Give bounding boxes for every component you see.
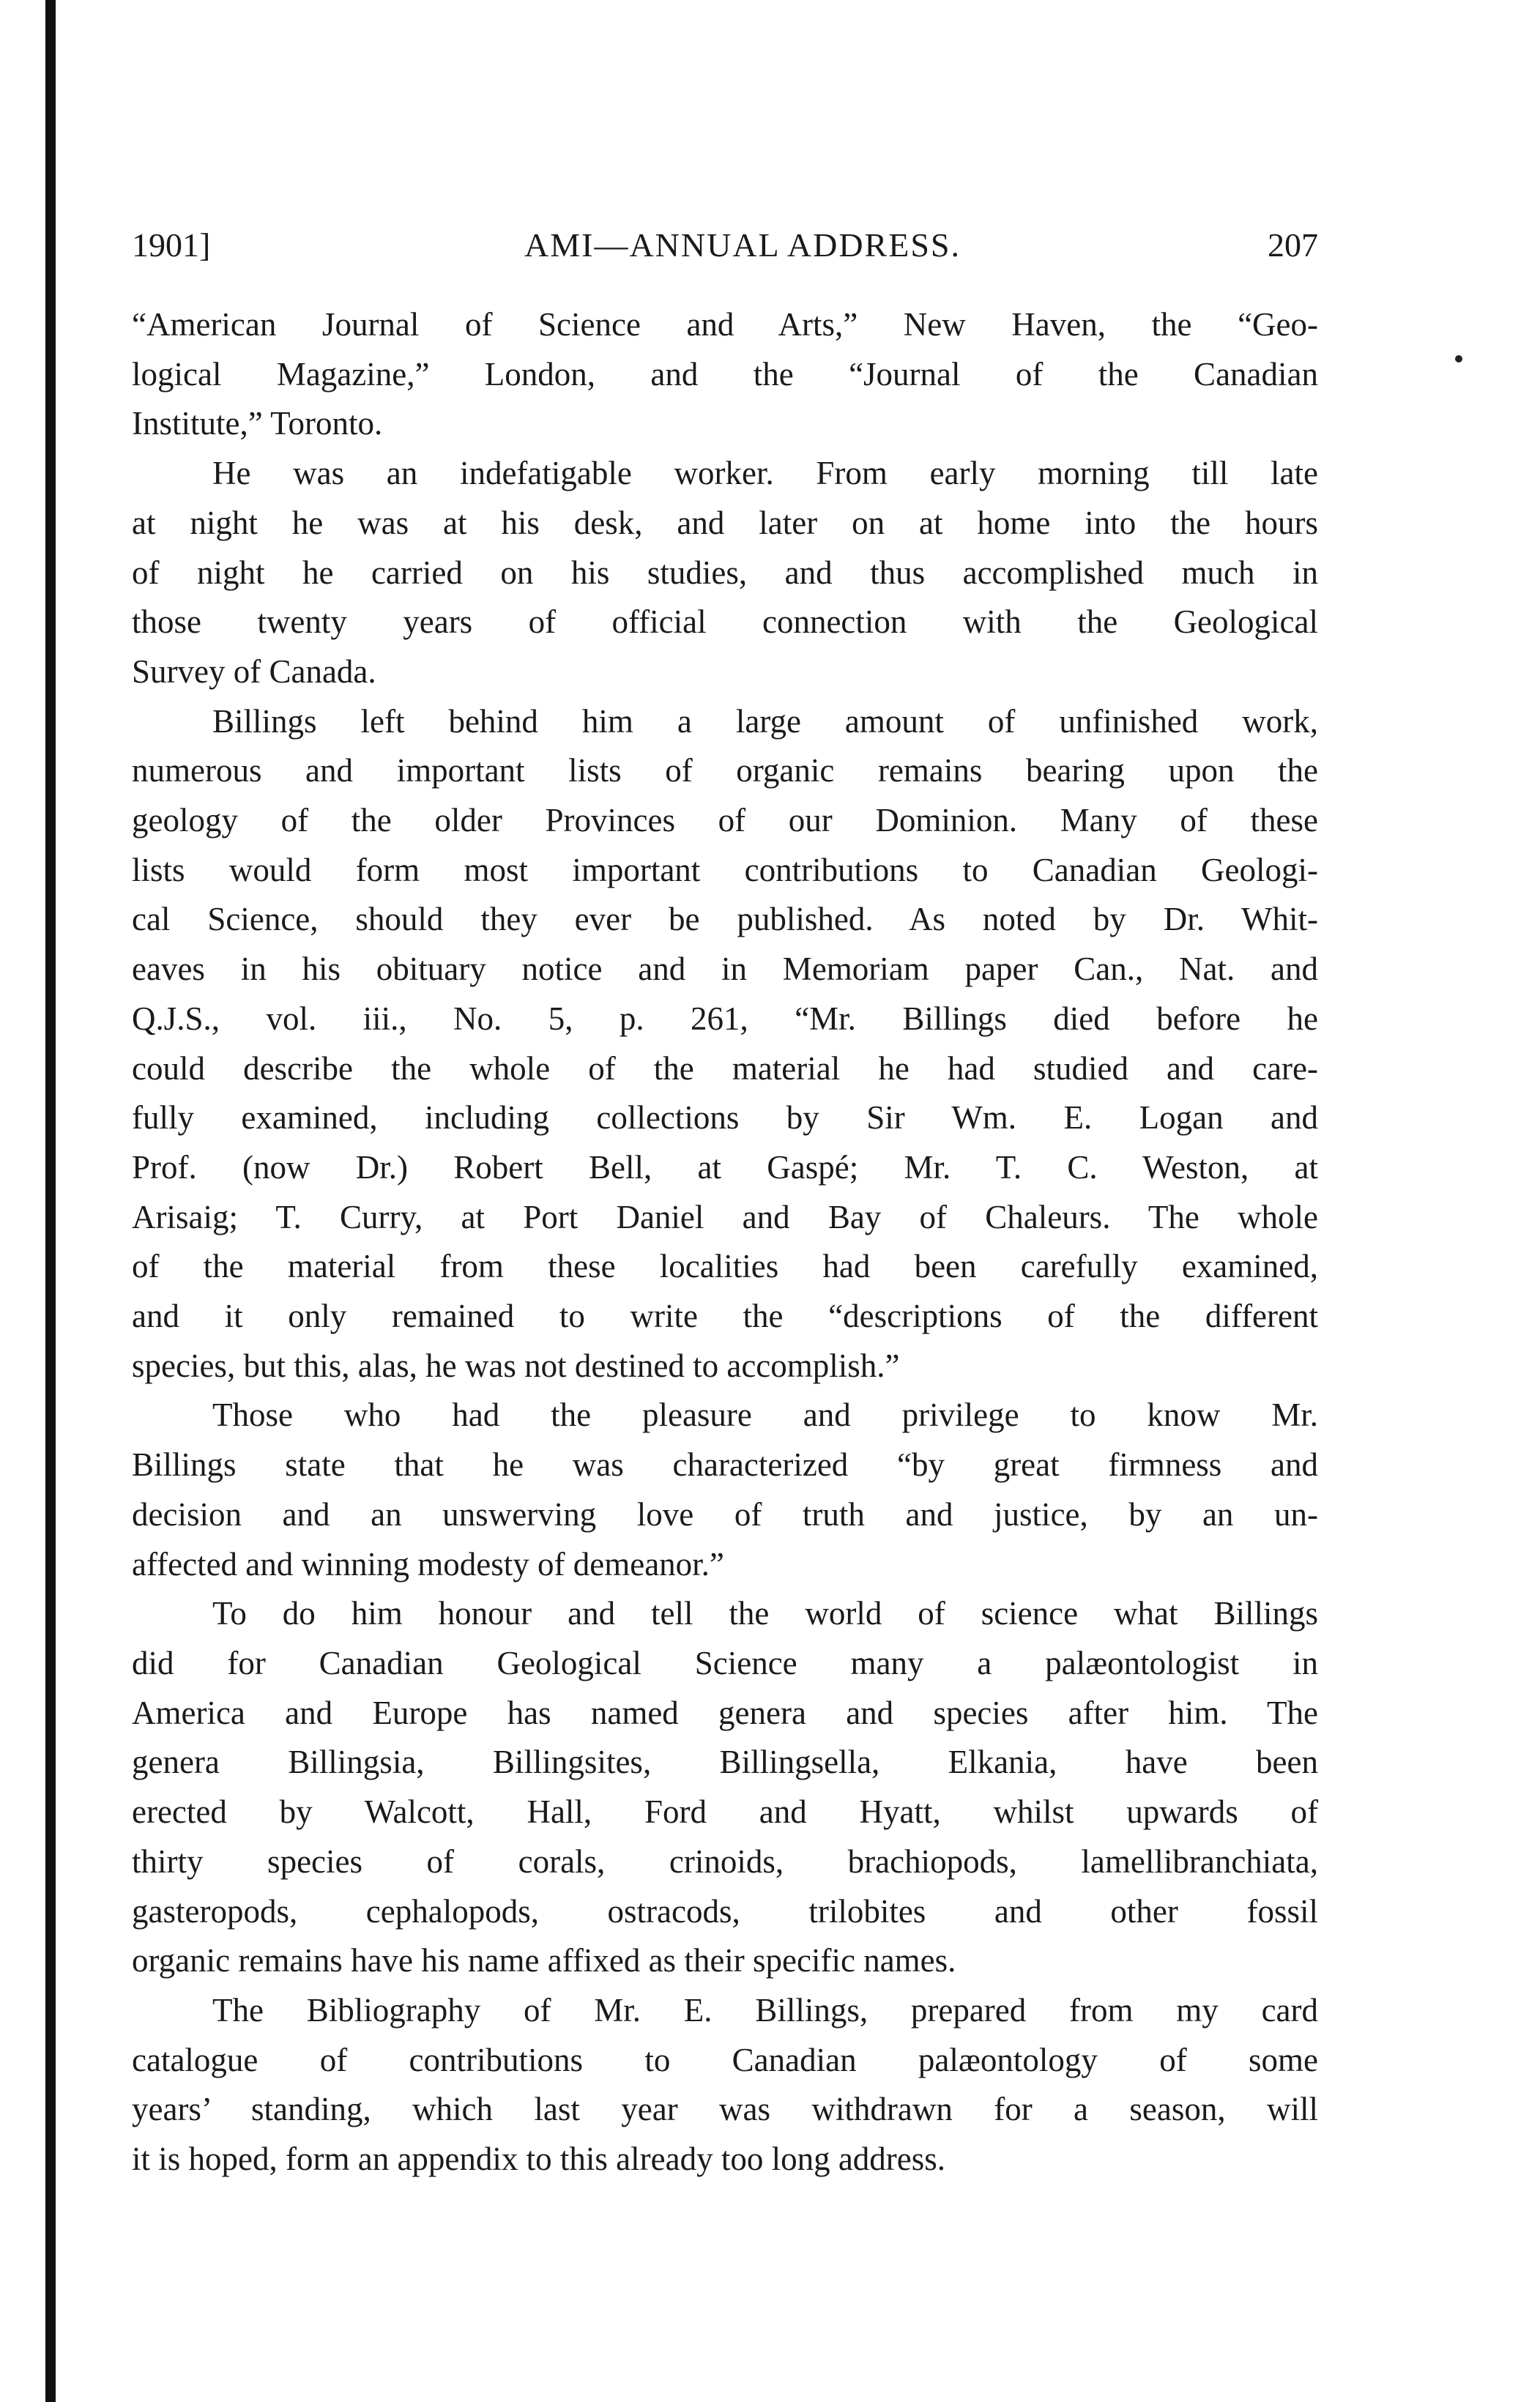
paragraph-journals xyxy=(132,300,1318,449)
text-line: catalogue of contributions to Canadian palæontology of some xyxy=(132,2041,1318,2078)
paragraph-honours xyxy=(132,1589,1318,1986)
text-line: fully examined, including collections by Sir Wm. E. Logan and xyxy=(132,1099,1318,1137)
text-line: Billings state that he was characterized “by great firmness and xyxy=(132,1446,1318,1484)
text-line: logical Magazine,” London, and the “Journal of the Canadian xyxy=(132,355,1318,393)
paragraph-bibliography xyxy=(132,1986,1318,2185)
text-line: Those who had the pleasure and privilege to know Mr. xyxy=(212,1397,1318,1434)
header-year: 1901] xyxy=(132,226,211,264)
text-line: at night he was at his desk, and later on at home into the hours xyxy=(132,504,1318,541)
text-line: did for Canadian Geological Science many a palæontologist in xyxy=(132,1644,1318,1681)
text-line: decision and an unswerving love of truth and justice, by an un- xyxy=(132,1495,1318,1533)
text-line: Arisaig; T. Curry, at Port Daniel and Bay of Chaleurs. The whole xyxy=(132,1198,1318,1235)
body-text xyxy=(132,300,1318,2185)
header-title: AMI—ANNUAL ADDRESS. xyxy=(524,226,961,264)
paragraph-worker xyxy=(132,449,1318,697)
text-line: Institute,” Toronto. xyxy=(132,405,383,442)
text-line: thirty species of corals, crinoids, brachiopods, lamellibranchiata, xyxy=(132,1843,1318,1880)
text-line: those twenty years of official connection with the Geological xyxy=(132,603,1318,641)
text-line: America and Europe has named genera and species after him. The xyxy=(132,1694,1318,1731)
page-number: 207 xyxy=(1268,226,1318,264)
text-line: could describe the whole of the material he had studied and care- xyxy=(132,1049,1318,1087)
paragraph-unfinished-work xyxy=(132,697,1318,1391)
text-line: of night he carried on his studies, and thus accomplished much in xyxy=(132,554,1318,591)
text-line: geology of the older Provinces of our Dominion. Many of these xyxy=(132,802,1318,839)
page-binding-edge xyxy=(45,0,56,2402)
text-line: “American Journal of Science and Arts,” New Haven, the “Geo- xyxy=(132,306,1318,343)
text-line: lists would form most important contributions to Canadian Geologi- xyxy=(132,851,1318,888)
text-line: erected by Walcott, Hall, Ford and Hyatt, whilst upwards of xyxy=(132,1793,1318,1831)
text-line: species, but this, alas, he was not destined to accomplish.” xyxy=(132,1347,900,1384)
text-line: gasteropods, cephalopods, ostracods, trilobites and other fossil xyxy=(132,1892,1318,1930)
ink-speck xyxy=(1455,355,1462,362)
text-line: numerous and important lists of organic remains bearing upon the xyxy=(132,752,1318,789)
text-line: To do him honour and tell the world of science what Billings xyxy=(212,1595,1318,1632)
text-line: Survey of Canada. xyxy=(132,652,376,690)
text-line: He was an indefatigable worker. From early morning till late xyxy=(212,455,1318,492)
text-line: years’ standing, which last year was withdrawn for a season, will xyxy=(132,2091,1318,2128)
text-line: The Bibliography of Mr. E. Billings, prepared from my card xyxy=(212,1991,1318,2029)
text-line: eaves in his obituary notice and in Memoriam paper Can., Nat. and xyxy=(132,951,1318,988)
text-line: organic remains have his name affixed as their specific names. xyxy=(132,1942,956,1979)
text-line: it is hoped, form an appendix to this already too long address. xyxy=(132,2141,946,2178)
running-header xyxy=(132,226,1318,277)
paragraph-character xyxy=(132,1391,1318,1589)
text-line: and it only remained to write the “descriptions of the different xyxy=(132,1298,1318,1335)
text-line: genera Billingsia, Billingsites, Billingsella, Elkania, have been xyxy=(132,1744,1318,1781)
text-line: of the material from these localities had been carefully examined, xyxy=(132,1248,1318,1285)
text-line: cal Science, should they ever be published. As noted by Dr. Whit- xyxy=(132,901,1318,938)
text-line: affected and winning modesty of demeanor.” xyxy=(132,1545,724,1583)
text-line: Q.J.S., vol. iii., No. 5, p. 261, “Mr. Billings died before he xyxy=(132,1000,1318,1037)
text-line: Billings left behind him a large amount of unfinished work, xyxy=(212,702,1318,740)
text-line: Prof. (now Dr.) Robert Bell, at Gaspé; Mr. T. C. Weston, at xyxy=(132,1148,1318,1186)
